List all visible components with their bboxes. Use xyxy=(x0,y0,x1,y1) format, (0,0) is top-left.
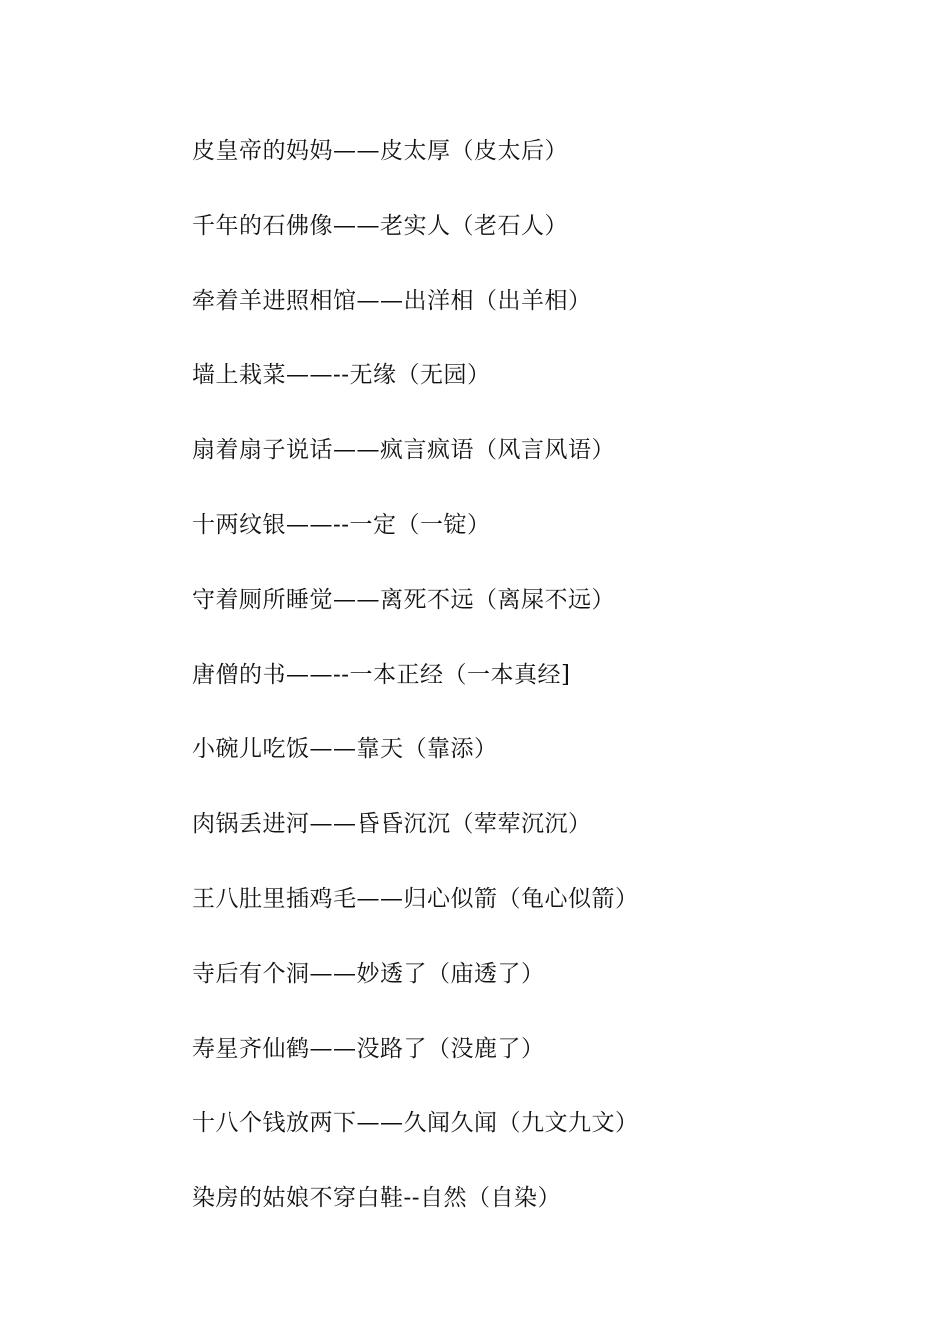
riddle-line: 小碗儿吃饭——靠天（靠添） xyxy=(192,736,498,763)
riddle-line: 守着厕所睡觉——离死不远（离屎不远） xyxy=(192,586,615,613)
riddle-line: 肉锅丢进河——昏昏沉沉（荤荤沉沉） xyxy=(192,811,592,838)
riddle-line: 扇着扇子说话——疯言疯语（风言风语） xyxy=(192,437,615,464)
riddle-line: 千年的石佛像——老实人（老石人） xyxy=(192,212,568,239)
riddle-line: 墙上栽菜——--无缘（无园） xyxy=(192,362,491,389)
riddle-line: 十两纹银——--一定（一锭） xyxy=(192,511,491,538)
riddle-line: 寿星齐仙鹤——没路了（没鹿了） xyxy=(192,1035,545,1062)
riddle-line: 王八肚里插鸡毛——归心似箭（龟心似箭） xyxy=(192,885,639,912)
riddle-line: 皮皇帝的妈妈——皮太厚（皮太后） xyxy=(192,138,568,164)
riddle-line: 染房的姑娘不穿白鞋--自然（自染） xyxy=(192,1185,562,1212)
riddle-line: 寺后有个洞——妙透了（庙透了） xyxy=(192,960,545,987)
riddle-line: 唐僧的书——--一本正经（一本真经] xyxy=(192,661,571,688)
riddle-list xyxy=(192,133,892,1255)
riddle-line: 十八个钱放两下——久闻久闻（九文九文） xyxy=(192,1110,639,1137)
riddle-line: 牵着羊进照相馆——出洋相（出羊相） xyxy=(192,287,592,314)
